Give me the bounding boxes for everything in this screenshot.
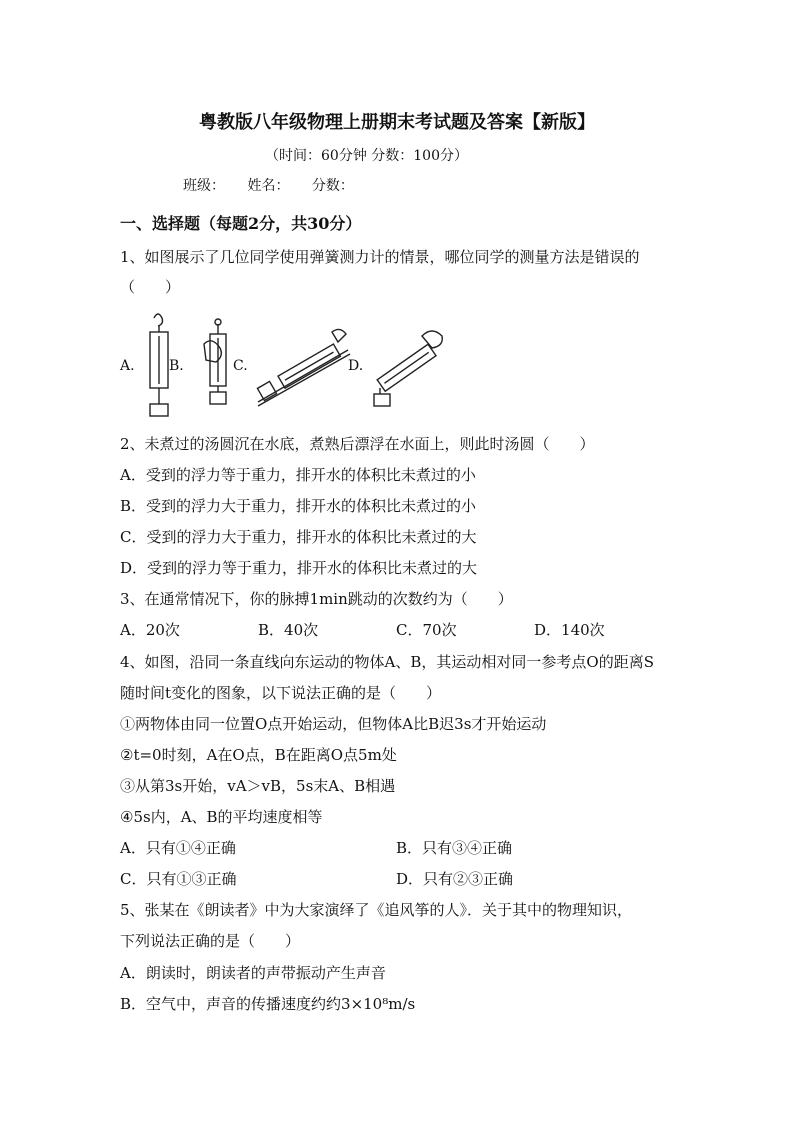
student-info-line bbox=[183, 175, 372, 195]
q5-option-b: B．空气中，声音的传播速度约约3×10⁸m/s bbox=[120, 995, 416, 1013]
q3-option-d: D．140次 bbox=[534, 621, 605, 639]
name-label: 姓名： bbox=[247, 178, 290, 194]
q4-stem-1: 4、如图，沿同一条直线向东运动的物体A、B，其运动相对同一参考点O的距离S bbox=[120, 653, 654, 671]
q4-statement-2: ②t=0时刻，A在O点，B在距离O点5m处 bbox=[120, 746, 397, 764]
q4-options-row-2 bbox=[120, 869, 640, 889]
fig-label-b: B. bbox=[169, 358, 184, 374]
page-title: 粤教版八年级物理上册期末考试题及答案【新版】 bbox=[199, 112, 595, 133]
q4-stem-2: 随时间t变化的图象，以下说法正确的是（ ） bbox=[120, 684, 442, 702]
q2-option-c: C．受到的浮力大于重力，排开水的体积比未煮过的大 bbox=[120, 528, 477, 546]
q3-option-c: C．70次 bbox=[396, 621, 457, 639]
q4-option-d: D．只有②③正确 bbox=[396, 870, 514, 888]
q2-stem: 2、未煮过的汤圆沉在水底，煮熟后漂浮在水面上，则此时汤圆（ ） bbox=[120, 435, 595, 453]
q4-option-c: C．只有①③正确 bbox=[120, 870, 237, 888]
q2-option-d: D．受到的浮力等于重力，排开水的体积比未煮过的大 bbox=[120, 559, 478, 577]
exam-info: （时间：60分钟 分数：100分） bbox=[265, 148, 468, 164]
q5-stem-1: 5、张某在《朗读者》中为大家演绎了《追风筝的人》．关于其中的物理知识， bbox=[120, 901, 633, 919]
q2-option-b: B．受到的浮力大于重力，排开水的体积比未煮过的小 bbox=[120, 497, 477, 515]
q3-option-a: A．20次 bbox=[120, 621, 180, 639]
q3-stem: 3、在通常情况下，你的脉搏1min跳动的次数约为（ ） bbox=[120, 590, 513, 608]
q5-stem-2: 下列说法正确的是（ ） bbox=[120, 932, 301, 950]
q2-option-a: A．受到的浮力等于重力，排开水的体积比未煮过的小 bbox=[120, 466, 476, 484]
q1-stem: 1、如图展示了几位同学使用弹簧测力计的情景，哪位同学的测量方法是错误的 bbox=[120, 248, 640, 266]
q3-option-b: B．40次 bbox=[258, 621, 319, 639]
q5-option-a: A．朗读时，朗读者的声带振动产生声音 bbox=[120, 964, 386, 982]
q1-paren: （ ） bbox=[120, 278, 181, 296]
class-label: 班级： bbox=[183, 178, 225, 194]
q4-statement-4: ④5s内，A、B的平均速度相等 bbox=[120, 808, 323, 826]
q4-options-row-1 bbox=[120, 838, 640, 858]
fig-label-a: A. bbox=[120, 358, 135, 374]
q1-figure bbox=[118, 310, 448, 420]
spring-scale-drawings bbox=[118, 310, 448, 420]
fig-label-c: C. bbox=[233, 358, 248, 374]
q4-option-a: A．只有①④正确 bbox=[120, 839, 236, 857]
q4-statement-3: ③从第3s开始，vA＞vB，5s末A、B相遇 bbox=[120, 777, 396, 795]
q4-statement-1: ①两物体由同一位置O点开始运动，但物体A比B迟3s才开始运动 bbox=[120, 715, 547, 733]
section-heading: 一、选择题（每题2分，共30分） bbox=[120, 214, 362, 233]
score-label: 分数： bbox=[311, 178, 354, 194]
q3-options bbox=[120, 620, 640, 640]
fig-label-d: D. bbox=[348, 358, 364, 374]
q4-option-b: B．只有③④正确 bbox=[396, 839, 513, 857]
